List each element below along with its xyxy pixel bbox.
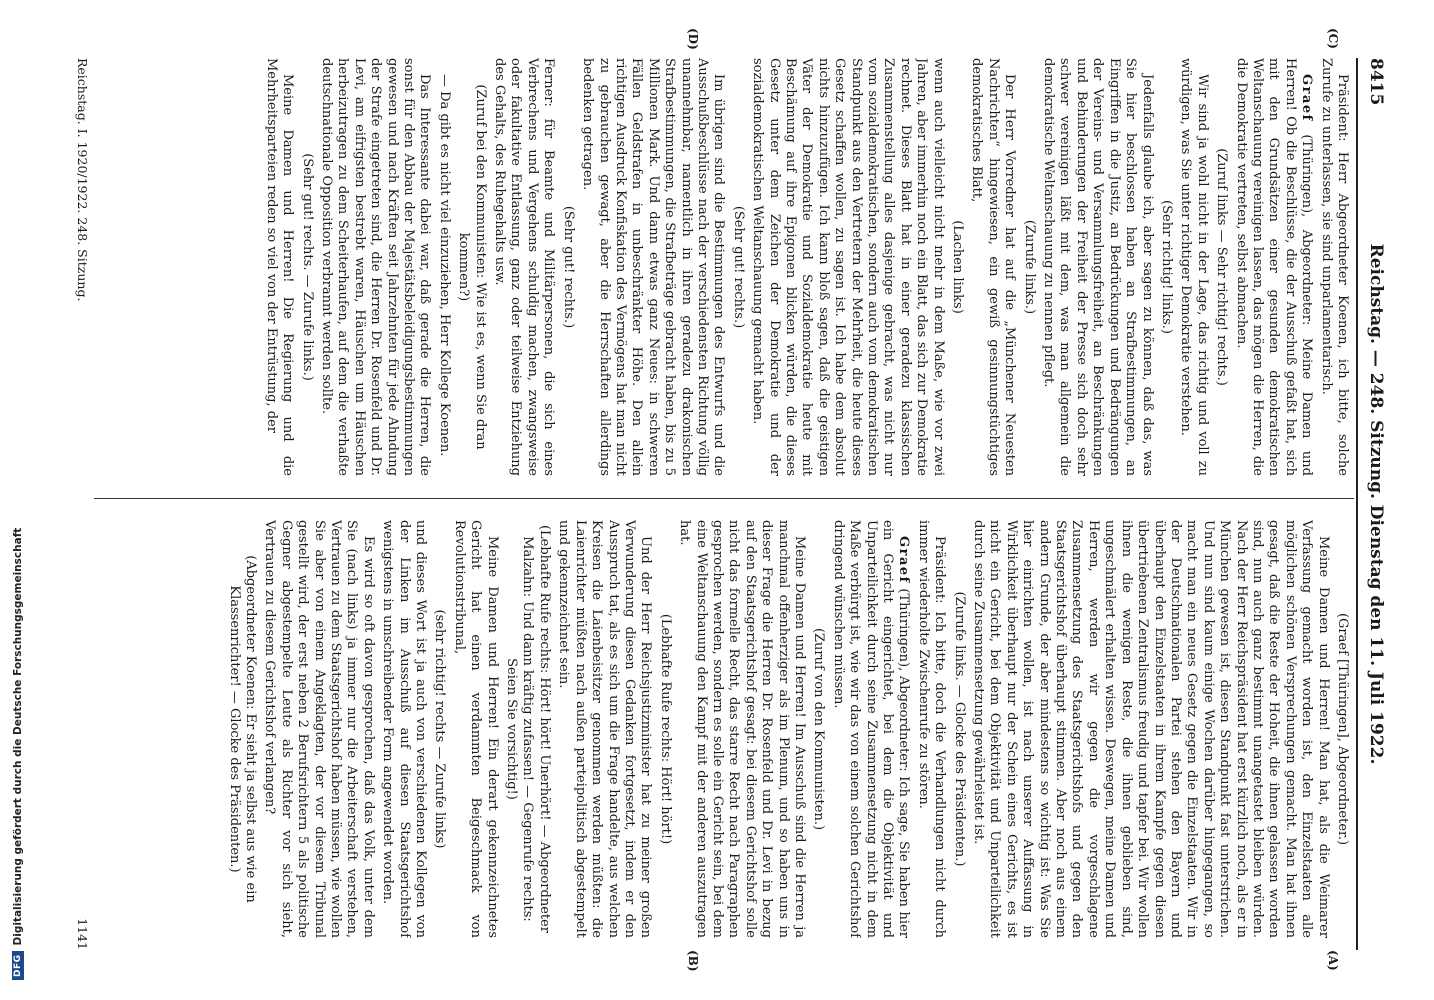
interjection: (sehr richtig! rechts — Zurufe links) bbox=[432, 609, 448, 849]
paragraph-text: (Thüringen), Abgeordneter: Meine Damen und Herren! Ob die Beschlüsse, die der Ausschuß gefaßt hat, sich mit den Grundsätzen einer gesunden demokratischen Weltanschauung vereinigen lassen, das mögen die Herren, die die Demokratie vertreten, selbst abmachen. bbox=[1233, 58, 1315, 476]
interjection: (Lebhafte Rufe rechts: Hört! hört! Unerhört! — Abgeordneter Malzahn: Und dann kräftig zufassen! — Gegenrufe rechts: Seien Sie vorsichtig!) bbox=[504, 524, 552, 934]
digitization-text: Digitalisierung gefördert durch die Deutsche Forschungsgemeinschaft bbox=[12, 527, 24, 946]
paragraph: Das Interessante dabei war, daß gerade die Herren, die sonst für den Abbau der Majestätsbeleidigungsbestimmungen gewesen und nach Kräften seit Jahrzehnten für jede Ahndung der Strafe eingetreten sind, die Herren Dr. Rosenfeld und Dr. Levi, am eifrigsten bestrebt waren, Häuschen um Häuschen herbeizutragen zu dem Scheiterhaufen, auf dem die verhaßte deutschnationale Opposition verbrannt werden sollte. bbox=[319, 58, 433, 476]
paragraph: — Da gibt es nicht viel einzuziehen, Herr Kollege Koenen. bbox=[436, 74, 452, 457]
speaker-name: Graef bbox=[896, 536, 912, 584]
page-footer bbox=[68, 58, 92, 950]
scanned-page-viewport bbox=[60, 20, 1400, 980]
footer-citation: Reichstag. I. 1920/1922. 248. Sitzung. bbox=[75, 58, 90, 302]
interjection: (Zuruf von den Kommunisten.) bbox=[811, 627, 827, 831]
interjection: (Zuruf links — Sehr richtig! rechts.) bbox=[1214, 148, 1230, 386]
page-header bbox=[1360, 58, 1388, 950]
margin-marker-a: (A) bbox=[1326, 950, 1340, 971]
paragraph: Wir sind ja wohl nicht in der Lage, das richtig und voll zu würdigen, was Sie unter richtiger Demokratie verstehen. bbox=[1178, 58, 1210, 476]
digitization-strip bbox=[0, 0, 24, 1000]
interjection: (Lebhafte Rufe rechts: Hört! hört!) bbox=[657, 613, 673, 845]
interjection: (Abgeordneter Koenen: Er sieht ja selbst aus wie ein Klassenrichter! — Glocke des Präsidenten.) bbox=[226, 555, 258, 903]
footer-number: 1141 bbox=[75, 918, 90, 950]
paragraph: Präsident: Ich bitte, doch die Verhandlungen nicht durch immer wiederholte Zwischenrufe zu stören. bbox=[915, 520, 948, 938]
interjection: (Sehr gut! rechts.) bbox=[560, 205, 576, 329]
paragraph: und dieses Wort ist ja auch von verschiedenen Kollegen von der Linken im Ausschuß auf diesen Staatsgerichtshof wenigstens in umschreibender Form angewendet worden. bbox=[380, 520, 429, 938]
interjection: (Zurufe links. — Glocke des Präsidenten.) bbox=[951, 591, 967, 867]
interjection: (Lachen links) bbox=[950, 220, 966, 314]
column-separator bbox=[94, 498, 1354, 499]
margin-marker-c: (C) bbox=[1326, 28, 1340, 49]
interjection: (Sehr richtig! links.) bbox=[1158, 200, 1174, 334]
paragraph: Ferner: für Beamte und Militärpersonen, die sich eines Verbrechens und Vergehens schuldig machen, zwangsweise oder fakultative Entlassung, ganz oder teilweise Entziehung des Gehalts, des Ruhegehalts usw. bbox=[492, 58, 557, 476]
paragraph: wenn auch vielleicht nicht mehr in dem Maße, wie vor zwei Jahren, aber immerhin noch ein Blatt, das sich zur Demokratie rechnet. Dieses Blatt hat in einer geradezu klassischen Zusammenstellung alles dasjenige gebracht, was nicht nur vom sozialdemokratischen, sondern auch vom demokratischen Standpunkt aus den Vertretern der Mehrheit, die heute dieses Gesetz schaffen wollen, zu sagen ist. Ich habe dem absolut nichts hinzuzufügen. Ich kann bloß sagen, daß die geistigen Väter der Demokratie und Sozialdemokratie heute mit Beschämung auf ihre Epigonen blicken würden, die dieses Gesetz unter dem Zeichen der Demokratie und der sozialdemokratischen Weltanschauung gemacht haben. bbox=[750, 58, 946, 476]
paragraph: Meine Damen und Herren! Man hat, als die Weimarer Verfassung gemacht worden ist, den Einzelstaaten alle möglichen schönen Versprechungen gemacht. Man hat ihnen gesagt, daß die Reste der Hoheit, die ihnen gelassen worden sind, nun auch ganz bestimmt unangetastet bleiben würden. Nach der Herr Reichspräsident hat erst kürzlich noch, als er in München gewesen ist, diesen Standpunkt fast unterstrichen. Und nun sind kaum einige Wochen darüber hingegangen, so macht man ein neues Gesetz gegen die Einzelstaaten. Wir in der Deutschnationalen Partei stehen den Bayern und überhaupt den Einzelstaaten in ihrem Kampfe gegen diesen übertriebenen Zentralismus freudig und tapfer bei. Wir wollen ihnen die wenigen Reste, die ihnen geblieben sind, ungeschmälert erhalten wissen. Deswegen, meine Damen und Herren, werden wir gegen die vorgeschlagene Zusammensetzung des Staatsgerichtshofs und gegen den Staatsgerichtshof überhaupt stimmen. Aber noch aus einem andern Grunde, der aber mindestens so wichtig ist: Was Sie hier einrichten wollen, ist nach unserer Auffassung in Wirklichkeit überhaupt nur der Schein eines Gerichts, es ist nicht ein Gericht, bei dem Objektivität und Unparteilichkeit durch seine Zusammensetzung gewährleistet ist. bbox=[971, 520, 1331, 938]
interjection: (Zurufe links.) bbox=[1021, 219, 1037, 315]
paragraph: Präsident: Herr Abgeordneter Koenen, ich bitte, solche Zurufe zu unterlassen, sie sind unparlamentarisch. bbox=[1318, 58, 1350, 476]
dfg-logo: DFG bbox=[12, 951, 24, 980]
left-column bbox=[95, 58, 1350, 476]
header-rule bbox=[1356, 58, 1358, 950]
interjection: (Zuruf bei den Kommunisten: Wie ist es, wenn Sie dran kommen?) bbox=[456, 84, 488, 450]
speaker-continuation: (Graef [Thüringen], Abgeordneter.) bbox=[1335, 612, 1350, 846]
paragraph: Meine Damen und Herren! Die Regierung und die Mehrheitsparteien reden so viel von der Entrüstung, der bbox=[263, 58, 296, 476]
paragraph-text: (Thüringen), Abgeordneter: Ich sage, Sie haben hier ein Gericht eingerichtet, bei dem die Objektivität und Unparteilichkeit durch seine Zusammensetzung nicht in dem Maße verbürgt ist, wie wir das von einem solchen Gerichtshof dringend wünschen müssen. bbox=[830, 520, 912, 938]
page-number: 8415 bbox=[1366, 58, 1386, 106]
margin-marker-d: (D) bbox=[686, 28, 700, 50]
paragraph: Meine Damen und Herren! Ein derart gekennzeichnetes Gericht hat einen verdammten Beigeschmack von Revolutionstribunal, bbox=[451, 520, 500, 938]
paragraph: Jedenfalls glaube ich, aber sagen zu können, daß das, was Sie hier beschlossen haben an Strafbestimmungen, an Eingriffen in die Justiz, an Bedrückungen und Bedrängungen der Vereins- und Versammlungsfreiheit, an Beschränkungen und Behinderungen der Freiheit der Presse sich doch sehr schwer vereinigen läßt mit dem, was man allgemein die demokratische Weltanschauung zu nennen pflegt. bbox=[1041, 58, 1155, 476]
paragraph bbox=[1232, 58, 1314, 476]
interjection: (Sehr gut! rechts. — Zurufe links.) bbox=[299, 153, 315, 381]
paragraph: Und der Herr Reichsjustizminister hat zu meiner großen Verwunderung diesen Gedanken fortgesetzt, indem er den Ausspruch tat, als es sich um die Frage handelte, aus welchen Kreisen die Laienbeisitzer genommen werden müßten: die Laienrichter müßten nach außen parteipolitisch abgestempelt und gekennzeichnet sein. bbox=[556, 520, 654, 938]
interjection: (Sehr gut! rechts.) bbox=[730, 205, 746, 329]
paragraph: Meine Damen und Herren! Im Ausschuß sind die Herren ja manchmal offenherziger als im Plenum, und so haben uns in dieser Frage die Herren Dr. Rosenfeld und Dr. Levi in bezug auf den Staatsgerichtshof gesagt: bei diesem Gerichtshof solle nicht das formelle Recht, das starre Recht nach Paragraphen gesprochen werden, sondern es solle ein Gericht sein, bei dem eine Weltanschauung den Kampf mit der anderen auszutragen hat. bbox=[677, 520, 807, 938]
page-title: Reichstag. — 248. Sitzung. Dienstag den 11. Juli 1922. bbox=[1366, 243, 1386, 765]
margin-marker-b: (B) bbox=[686, 950, 700, 972]
paragraph bbox=[829, 520, 911, 938]
paragraph: Es wird so oft davon gesprochen, daß das Volk, unter dem Sie (nach links) ja immer nur die Arbeiterschaft verstehen, Vertrauen zu dem Staatsgerichtshof haben müssen, wie wollen Sie aber von einem Angeklagten, der vor diesem Tribunal gestellt wird, der erst neben 2 Berufsrichtern 5 als politische Gegner abgestempelte Leute als Richter vor sich sieht, Vertrauen zu diesem Gerichtshof verlangen? bbox=[262, 520, 376, 938]
paragraph: Im übrigen sind die Bestimmungen des Entwurfs und die Ausschußbeschlüsse nach der verschiedensten Richtung völlig unannehmbar, namentlich in ihren geradezu drakonischen Strafbestimmungen, die Strafbeträge gebracht haben, bis zu 5 Millionen Mark. Und dann etwas ganz Neues: in schweren Fällen Geldstrafen in unbeschränkter Höhe. Den allein richtigen Ausdruck Konfiskation des Vermögens hat man nicht zu gebrauchen gewagt, aber die Herrschaften allerdings bedenken getragen. bbox=[580, 58, 727, 476]
right-column bbox=[95, 520, 1350, 938]
paragraph: Der Herr Vorredner hat auf die „Münchener Neuesten Nachrichten“ hingewiesen, ein gewiß gesinnungstüchtiges demokratisches Blatt, bbox=[969, 58, 1018, 476]
speaker-name: Graef bbox=[1299, 74, 1315, 122]
scanned-page bbox=[60, 20, 1400, 980]
digitization-note bbox=[12, 528, 24, 980]
